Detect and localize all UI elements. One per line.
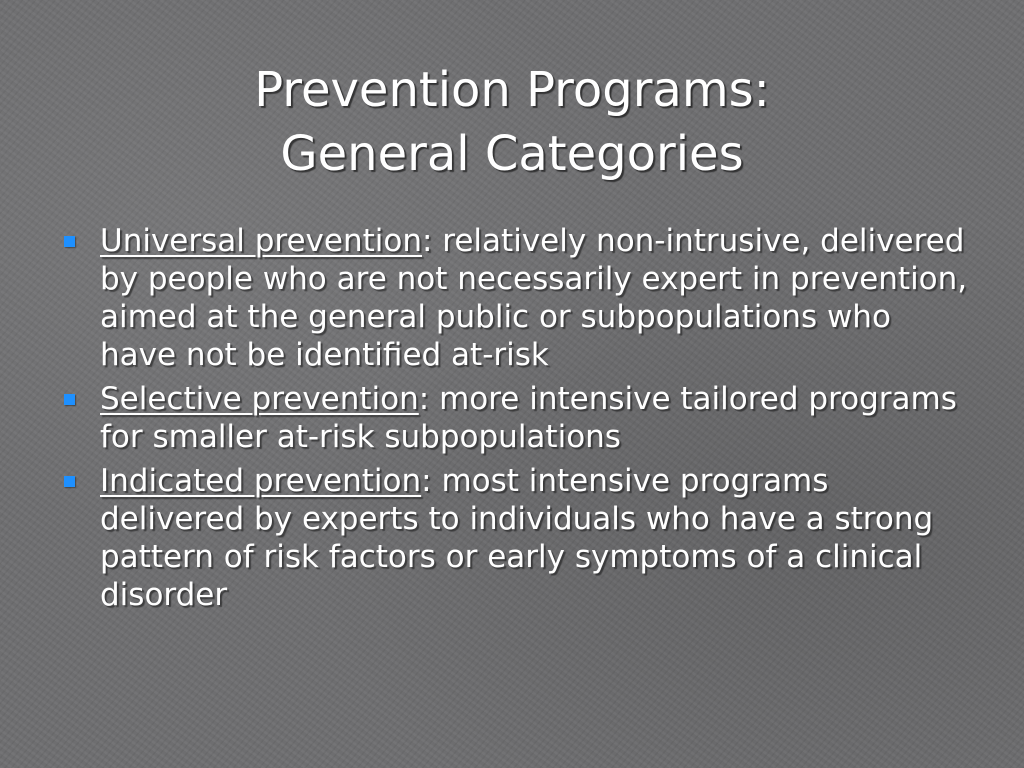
square-bullet-icon [64,476,75,487]
bullet-indicated-prevention [64,462,974,614]
bullet-term: Indicated prevention [100,463,422,499]
slide-title-line-2: General Categories [280,126,744,182]
slide-title [0,58,1024,186]
bullet-universal-prevention [64,222,974,374]
bullet-selective-prevention [64,380,974,456]
bullet-term: Selective prevention [100,381,419,417]
bullet-term: Universal prevention [100,223,422,259]
square-bullet-icon [64,394,75,405]
bullet-text: : relatively non-intrusive, delivered by people who are not necessarily expert in prevention, aimed at the general public or subpopulations who have not be identified at-risk [100,223,968,373]
bullet-text: : most intensive programs delivered by experts to individuals who have a strong pattern of risk factors or early symptoms of a clinical disorder [100,463,934,613]
bullet-list [64,222,974,620]
slide-title-line-1: Prevention Programs: [254,62,770,118]
bullet-text: : more intensive tailored programs for smaller at-risk subpopulations [100,381,957,455]
square-bullet-icon [64,236,75,247]
